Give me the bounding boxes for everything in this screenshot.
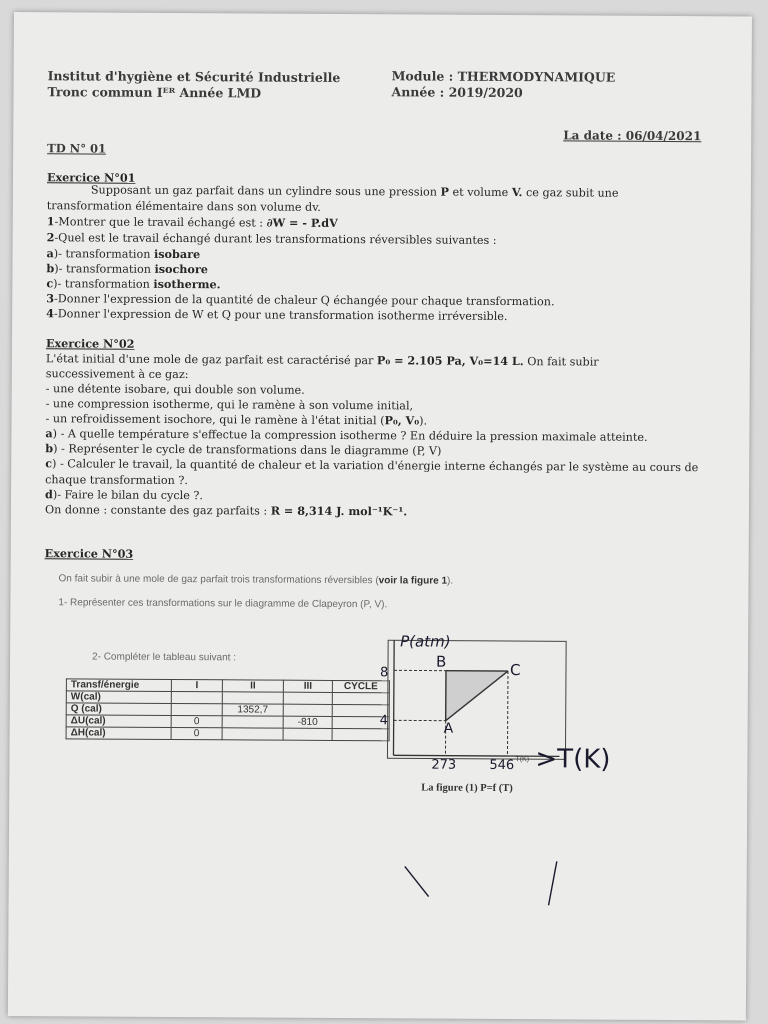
table-cell: W(cal)	[66, 691, 171, 704]
y-tick-8: 8	[379, 665, 389, 681]
academic-year: Année : 2019/2020	[391, 84, 523, 101]
exercise-2-qb: b) - Représenter le cycle de transformations dans le diagramme (P, V)	[45, 441, 442, 458]
exercise-1-q2c: c)- transformation isotherme.	[46, 276, 221, 292]
table-header-cell: III	[283, 680, 332, 692]
pen-stroke-right	[549, 861, 557, 905]
table-cell	[283, 704, 332, 716]
exercise-1-q2b: b)- transformation isochore	[46, 261, 208, 277]
exercise-1-q1: 1-Montrer que le travail échangé est : ∂W = - P.dV	[46, 214, 338, 230]
exercise-2-qd: d)- Faire le bilan du cycle ?.	[45, 487, 203, 503]
table-header-cell: II	[222, 680, 283, 692]
exercise-1-q3: 3-Donner l'expression de la quantité de chaleur Q échangée pour chaque transformation.	[46, 291, 555, 309]
exercise-1-q4: 4-Donner l'expression de W et Q pour une transformation isotherme irréversible.	[46, 306, 508, 324]
exercise-3-q2: 2- Compléter le tableau suivant :	[92, 651, 237, 664]
y-axis-label: P(atm)	[400, 632, 451, 651]
exercise-1-q2: 2-Quel est le travail échangé durant les transformations réversibles suivantes :	[46, 230, 497, 247]
exercise-2-line3: - une détente isobare, qui double son volume.	[45, 382, 305, 397]
institute-name: Institut d'hygiène et Sécurité Industrielle	[47, 68, 341, 85]
document-page	[8, 12, 752, 1020]
module-title: Module : THERMODYNAMIQUE	[391, 68, 616, 85]
exercise-2-line2: successivement à ce gaz:	[45, 367, 189, 382]
x-tick-273: 273	[431, 757, 457, 773]
x-axis-label-handwritten: >T(K)	[535, 744, 611, 775]
figure-1-diagram	[359, 610, 660, 802]
table-cell	[171, 691, 222, 703]
table-cell	[283, 692, 332, 704]
point-c-label: C	[509, 661, 521, 680]
exercise-2-qa: a) - A quelle température s'effectue la compression isotherme ? En déduire la pression maximale atteinte.	[45, 426, 648, 444]
table-cell: ΔH(cal)	[66, 727, 171, 740]
exercise-2-line5: - un refroidissement isochore, qui le ramène à l'état initial (P₀, V₀).	[45, 412, 428, 428]
table-header-cell: Transf/énergie	[66, 679, 171, 692]
table-cell: ΔU(cal)	[66, 715, 171, 728]
course-level: Tronc commun Iᴱᴿ Année LMD	[47, 84, 262, 101]
energy-table	[66, 678, 390, 741]
table-cell: 0	[171, 715, 222, 727]
exercise-1-title: Exercice N°01	[46, 170, 136, 185]
table-header-cell: CYCLE	[332, 680, 389, 692]
point-b-label: B	[435, 652, 447, 671]
table-cell	[222, 716, 283, 728]
exercise-2-qc: c) - Calculer le travail, la quantité de chaleur et la variation d'énergie interne échangés par le système au cours de chaque transformation ?.	[45, 456, 699, 487]
date: La date : 06/04/2021	[563, 128, 702, 144]
exercise-3-title: Exercice N°03	[44, 546, 134, 561]
table-header-cell: I	[171, 679, 222, 691]
exercise-2-given: On donne : constante des gaz parfaits : R = 8,314 J. mol⁻¹K⁻¹.	[44, 503, 408, 519]
table-cell: 1352,7	[222, 704, 283, 716]
exercise-1-intro: Supposant un gaz parfait dans un cylindre sous une pression P et volume V. ce gaz subit une transformation élémentaire dans son volume dv.	[46, 183, 619, 214]
exercise-3-q1: 1- Représenter ces transformations sur le diagramme de Clapeyron (P, V).	[58, 597, 388, 611]
table-cell: -810	[283, 716, 332, 728]
table-cell: Q (cal)	[66, 703, 171, 716]
exercise-2-line4: - une compression isotherme, qui le ramène à son volume initial,	[45, 397, 414, 413]
pen-stroke-left	[405, 866, 429, 896]
table-cell	[171, 703, 222, 715]
point-a-label: A	[443, 720, 454, 737]
guide-t546	[507, 671, 508, 756]
table-cell	[283, 728, 332, 740]
exercise-2-line1: L'état initial d'une mole de gaz parfait est caractérisé par P₀ = 2.105 Pa, V₀=14 L. On fait subir	[45, 352, 599, 369]
x-tick-546: 546	[489, 757, 515, 774]
exercise-1-q2a: a)- transformation isobare	[46, 246, 201, 262]
x-axis-label-printed: T(K)	[515, 756, 530, 764]
td-number: TD N° 01	[47, 141, 107, 156]
table-cell	[222, 728, 283, 740]
table-cell	[222, 692, 283, 704]
figure-frame	[387, 640, 566, 759]
exercise-2-title: Exercice N°02	[45, 336, 135, 351]
y-axis	[393, 640, 394, 755]
y-tick-4: 4	[379, 713, 389, 729]
figure-caption: La figure (1) P=f (T)	[421, 782, 513, 795]
pen-marks	[388, 854, 588, 915]
exercise-3-intro: On fait subir à une mole de gaz parfait trois transformations réversibles (voir la figure 1).	[58, 573, 454, 587]
table-cell: 0	[171, 727, 222, 739]
table-row	[66, 727, 389, 741]
